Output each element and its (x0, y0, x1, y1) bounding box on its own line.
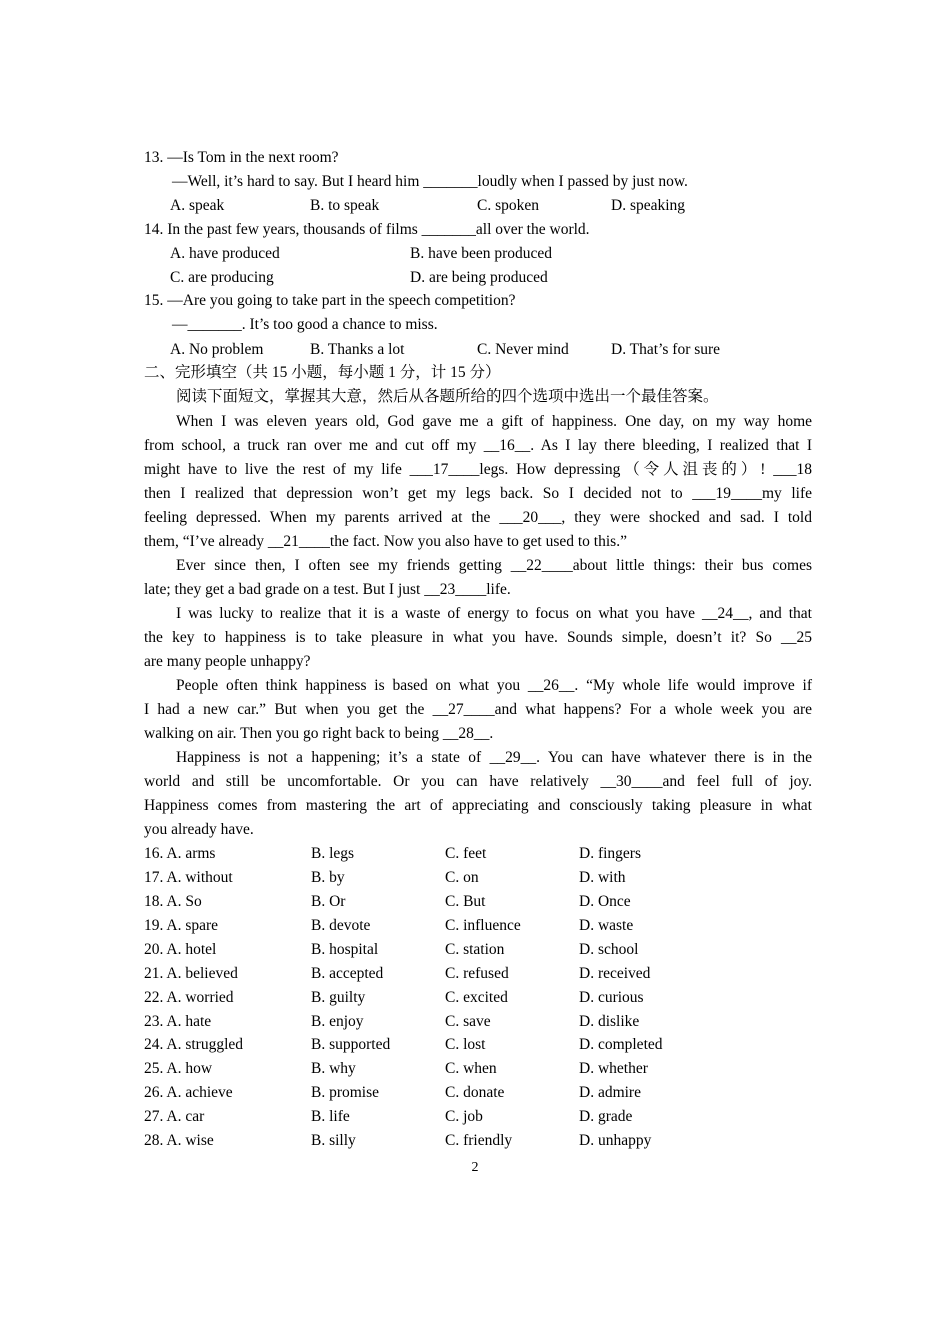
q13-option-a: A. speak (170, 197, 225, 214)
choice-a: 16. A. arms (144, 845, 216, 862)
choice-b: B. guilty (311, 989, 366, 1006)
choice-b: B. hospital (311, 941, 379, 958)
choice-d: D. dislike (579, 1013, 640, 1030)
choice-c: C. influence (445, 917, 521, 934)
passage-line: feeling depressed. When my parents arrived at the ___20___, they were shocked and sad. I told (144, 509, 812, 526)
choice-a: 23. A. hate (144, 1013, 212, 1030)
q14-option-d: D. are being produced (410, 269, 548, 286)
q14-options-row1 (144, 242, 812, 266)
choice-d: D. grade (579, 1108, 633, 1125)
choice-row (144, 1105, 812, 1129)
choice-a: 27. A. car (144, 1108, 205, 1125)
q15-stem: 15. —Are you going to take part in the speech competition? (144, 292, 516, 309)
passage-line: walking on air. Then you go right back to being __28__. (144, 725, 494, 742)
choice-a: 26. A. achieve (144, 1084, 233, 1101)
passage-line: Happiness is not a happening; it’s a state of __29__. You can have whatever there is in the (176, 749, 812, 766)
passage-line: Happiness comes from mastering the art of appreciating and consciously taking pleasure in what (144, 797, 812, 814)
section-title: 二、完形填空（共 15 小题，每小题 1 分，计 15 分） (144, 364, 501, 381)
choice-a: 20. A. hotel (144, 941, 217, 958)
choice-c: C. excited (445, 989, 508, 1006)
choice-a: 19. A. spare (144, 917, 219, 934)
q14-option-a: A. have produced (170, 245, 280, 262)
choice-row (144, 962, 812, 986)
choice-d: D. school (579, 941, 639, 958)
choice-row (144, 866, 812, 890)
q14-options-row2 (144, 266, 812, 290)
q13-stem: 13. —Is Tom in the next room? (144, 149, 339, 166)
choice-row (144, 1033, 812, 1057)
q13-options (144, 194, 812, 218)
q15-options (144, 338, 812, 362)
choice-c: C. friendly (445, 1132, 513, 1149)
choice-d: D. waste (579, 917, 634, 934)
q14-option-c: C. are producing (170, 269, 274, 286)
choice-c: C. job (445, 1108, 483, 1125)
passage-line: When I was eleven years old, God gave me a gift of happiness. One day, on my way home (176, 413, 812, 430)
passage-line: are many people unhappy? (144, 653, 311, 670)
choice-row (144, 890, 812, 914)
passage-line: I had a new car.” But when you get the __27____and what happens? For a whole week you are (144, 701, 812, 718)
passage-line: Ever since then, I often see my friends getting __22____about little things: their bus comes (176, 557, 812, 574)
q13-option-d: D. speaking (611, 197, 686, 214)
choice-a: 28. A. wise (144, 1132, 214, 1149)
q13-option-c: C. spoken (477, 197, 539, 214)
choice-row (144, 938, 812, 962)
choice-d: D. with (579, 869, 626, 886)
q15-option-b: B. Thanks a lot (310, 341, 405, 358)
choice-c: C. on (445, 869, 479, 886)
q15-option-d: D. That’s for sure (611, 341, 721, 358)
q14-stem: 14. In the past few years, thousands of films _______all over the world. (144, 221, 590, 238)
choice-row (144, 1057, 812, 1081)
choice-a: 25. A. how (144, 1060, 213, 1077)
choice-d: D. completed (579, 1036, 663, 1053)
q13-option-b: B. to speak (310, 197, 380, 214)
q15-option-c: C. Never mind (477, 341, 569, 358)
choice-row (144, 1010, 812, 1034)
choice-c: C. feet (445, 845, 487, 862)
choice-b: B. accepted (311, 965, 384, 982)
choice-b: B. legs (311, 845, 355, 862)
choice-c: C. save (445, 1013, 491, 1030)
choice-b: B. enjoy (311, 1013, 364, 1030)
passage-line: them, “I’ve already __21____the fact. Now you also have to get used to this.” (144, 533, 627, 550)
choice-d: D. received (579, 965, 651, 982)
q13-reply: —Well, it’s hard to say. But I heard him _______loudly when I passed by just now. (172, 173, 688, 190)
choice-d: D. fingers (579, 845, 641, 862)
choice-c: C. But (445, 893, 486, 910)
choice-b: B. why (311, 1060, 356, 1077)
passage-line: then I realized that depression won’t get my legs back. So I decided not to ___19____my life (144, 485, 812, 502)
passage-line: the key to happiness is to take pleasure in what you have. Sounds simple, doesn’t it? So __25 (144, 629, 812, 646)
choice-c: C. lost (445, 1036, 486, 1053)
choice-row (144, 842, 812, 866)
choice-b: B. devote (311, 917, 371, 934)
choice-row (144, 1081, 812, 1105)
choice-b: B. by (311, 869, 345, 886)
passage-line: late; they get a bad grade on a test. But I just __23____life. (144, 581, 511, 598)
section-instruction: 阅读下面短文，掌握其大意，然后从各题所给的四个选项中选出一个最佳答案。 (176, 388, 719, 405)
q14-option-b: B. have been produced (410, 245, 553, 262)
choice-d: D. Once (579, 893, 631, 910)
choice-c: C. station (445, 941, 505, 958)
q15-reply: —_______. It’s too good a chance to miss. (172, 316, 438, 333)
choice-b: B. promise (311, 1084, 380, 1101)
passage-line: I was lucky to realize that it is a waste of energy to focus on what you have __24__, and that (176, 605, 812, 622)
passage-line: world and still be uncomfortable. Or you can have relatively __30____and feel full of joy. (144, 773, 812, 790)
choice-b: B. silly (311, 1132, 356, 1149)
choice-a: 22. A. worried (144, 989, 234, 1006)
choice-row (144, 914, 812, 938)
page-number: 2 (471, 1160, 479, 1175)
choice-d: D. whether (579, 1060, 648, 1077)
choice-b: B. life (311, 1108, 350, 1125)
choice-b: B. Or (311, 893, 346, 910)
choice-a: 18. A. So (144, 893, 202, 910)
choice-row (144, 986, 812, 1010)
choice-d: D. admire (579, 1084, 641, 1101)
passage-line: you already have. (144, 821, 254, 838)
choice-a: 21. A. believed (144, 965, 238, 982)
choice-b: B. supported (311, 1036, 391, 1053)
passage-line: might have to live the rest of my life ___17____legs. How depressing（令人沮丧的）! ___18 (144, 461, 812, 478)
passage-line: from school, a truck ran over me and cut off my __16__. As I lay there bleeding, I realized that I (144, 437, 812, 454)
passage-line: People often think happiness is based on what you __26__. “My whole life would improve if (176, 677, 812, 694)
choice-c: C. refused (445, 965, 509, 982)
choice-d: D. unhappy (579, 1132, 652, 1149)
choice-c: C. donate (445, 1084, 505, 1101)
choice-d: D. curious (579, 989, 644, 1006)
choice-row (144, 1129, 812, 1153)
choice-a: 24. A. struggled (144, 1036, 244, 1053)
choice-c: C. when (445, 1060, 497, 1077)
choice-a: 17. A. without (144, 869, 233, 886)
q15-option-a: A. No problem (170, 341, 264, 358)
